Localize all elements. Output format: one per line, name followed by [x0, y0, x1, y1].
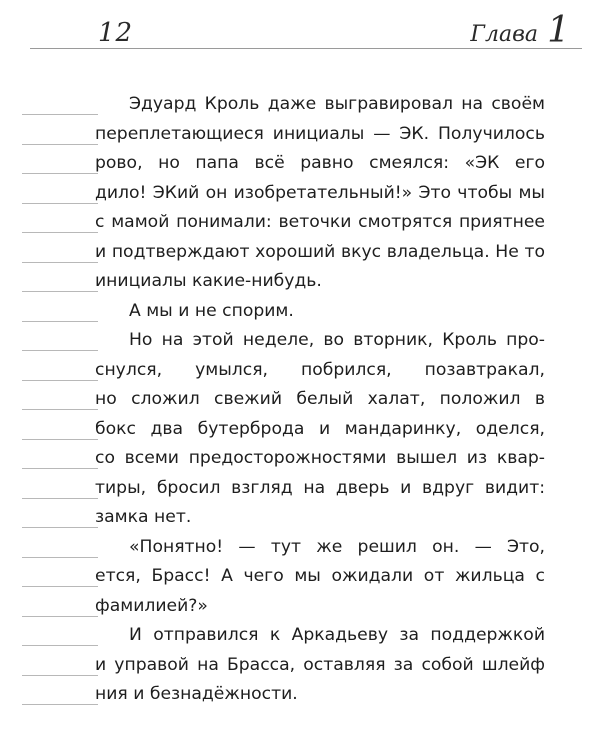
- margin-rule: [22, 586, 98, 587]
- margin-rule: [22, 114, 98, 115]
- chapter-number: 1: [547, 10, 570, 51]
- margin-rule: [22, 203, 98, 204]
- margin-rule: [22, 262, 98, 263]
- text-line: И отправился к Аркадьеву за поддержкой: [129, 625, 545, 645]
- text-line: бокс два бутерброда и мандаринку, оделся,: [95, 418, 545, 439]
- text-line: Эдуард Кроль даже выгравировал на своём: [129, 94, 545, 114]
- text-line: с мамой понимали: веточки смотрятся приятнее: [95, 212, 545, 232]
- margin-rule: [22, 616, 98, 617]
- text-line: Но на этой неделе, во вторник, Кроль про-: [129, 330, 545, 350]
- margin-rule: [22, 675, 98, 676]
- text-line: снулся, умылся, побрился, позавтракал,: [95, 359, 545, 380]
- margin-ruled-lines: [0, 0, 100, 750]
- margin-rule: [22, 527, 98, 528]
- margin-rule: [22, 409, 98, 410]
- text-line: фамилией?»: [95, 595, 208, 616]
- margin-rule: [22, 321, 98, 322]
- margin-rule: [22, 704, 98, 705]
- body-text: [95, 90, 545, 710]
- margin-rule: [22, 173, 98, 174]
- text-line: замка нет.: [95, 507, 192, 527]
- page-number: 12: [98, 18, 134, 48]
- text-line: и управой на Брасса, оставляя за собой шлейф: [95, 654, 545, 675]
- margin-rule: [22, 557, 98, 558]
- text-line: дило! ЭКий он изобретательный!» Это чтобы мы: [95, 182, 545, 203]
- text-line: ется, Брасс! А чего мы ожидали от жильца с: [95, 566, 545, 586]
- margin-rule: [22, 232, 98, 233]
- text-line: и подтверждают хороший вкус владельца. Не то: [95, 241, 545, 262]
- chapter-label: Глава: [470, 22, 538, 47]
- text-line: рово, но папа всё равно смеялся: «ЭК его: [95, 153, 545, 173]
- margin-rule: [22, 468, 98, 469]
- text-line: но сложил свежий белый халат, положил в: [95, 389, 545, 409]
- text-line: со всеми предосторожностями вышел из квар-: [95, 448, 545, 468]
- margin-rule: [22, 380, 98, 381]
- text-line: тиры, бросил взгляд на дверь и вдруг видит:: [95, 477, 545, 498]
- text-line: переплетающиеся инициалы — ЭК. Получилось: [95, 123, 545, 144]
- text-line: инициалы какие-нибудь.: [95, 271, 322, 291]
- margin-rule: [22, 645, 98, 646]
- header-rule: [30, 48, 582, 49]
- margin-rule: [22, 144, 98, 145]
- margin-rule: [22, 350, 98, 351]
- margin-rule: [22, 439, 98, 440]
- text-line: ния и безнадёжности.: [95, 684, 298, 704]
- margin-rule: [22, 498, 98, 499]
- text-line: «Понятно! — тут же решил он. — Это,: [129, 536, 545, 557]
- margin-rule: [22, 291, 98, 292]
- text-line: А мы и не спорим.: [129, 300, 294, 321]
